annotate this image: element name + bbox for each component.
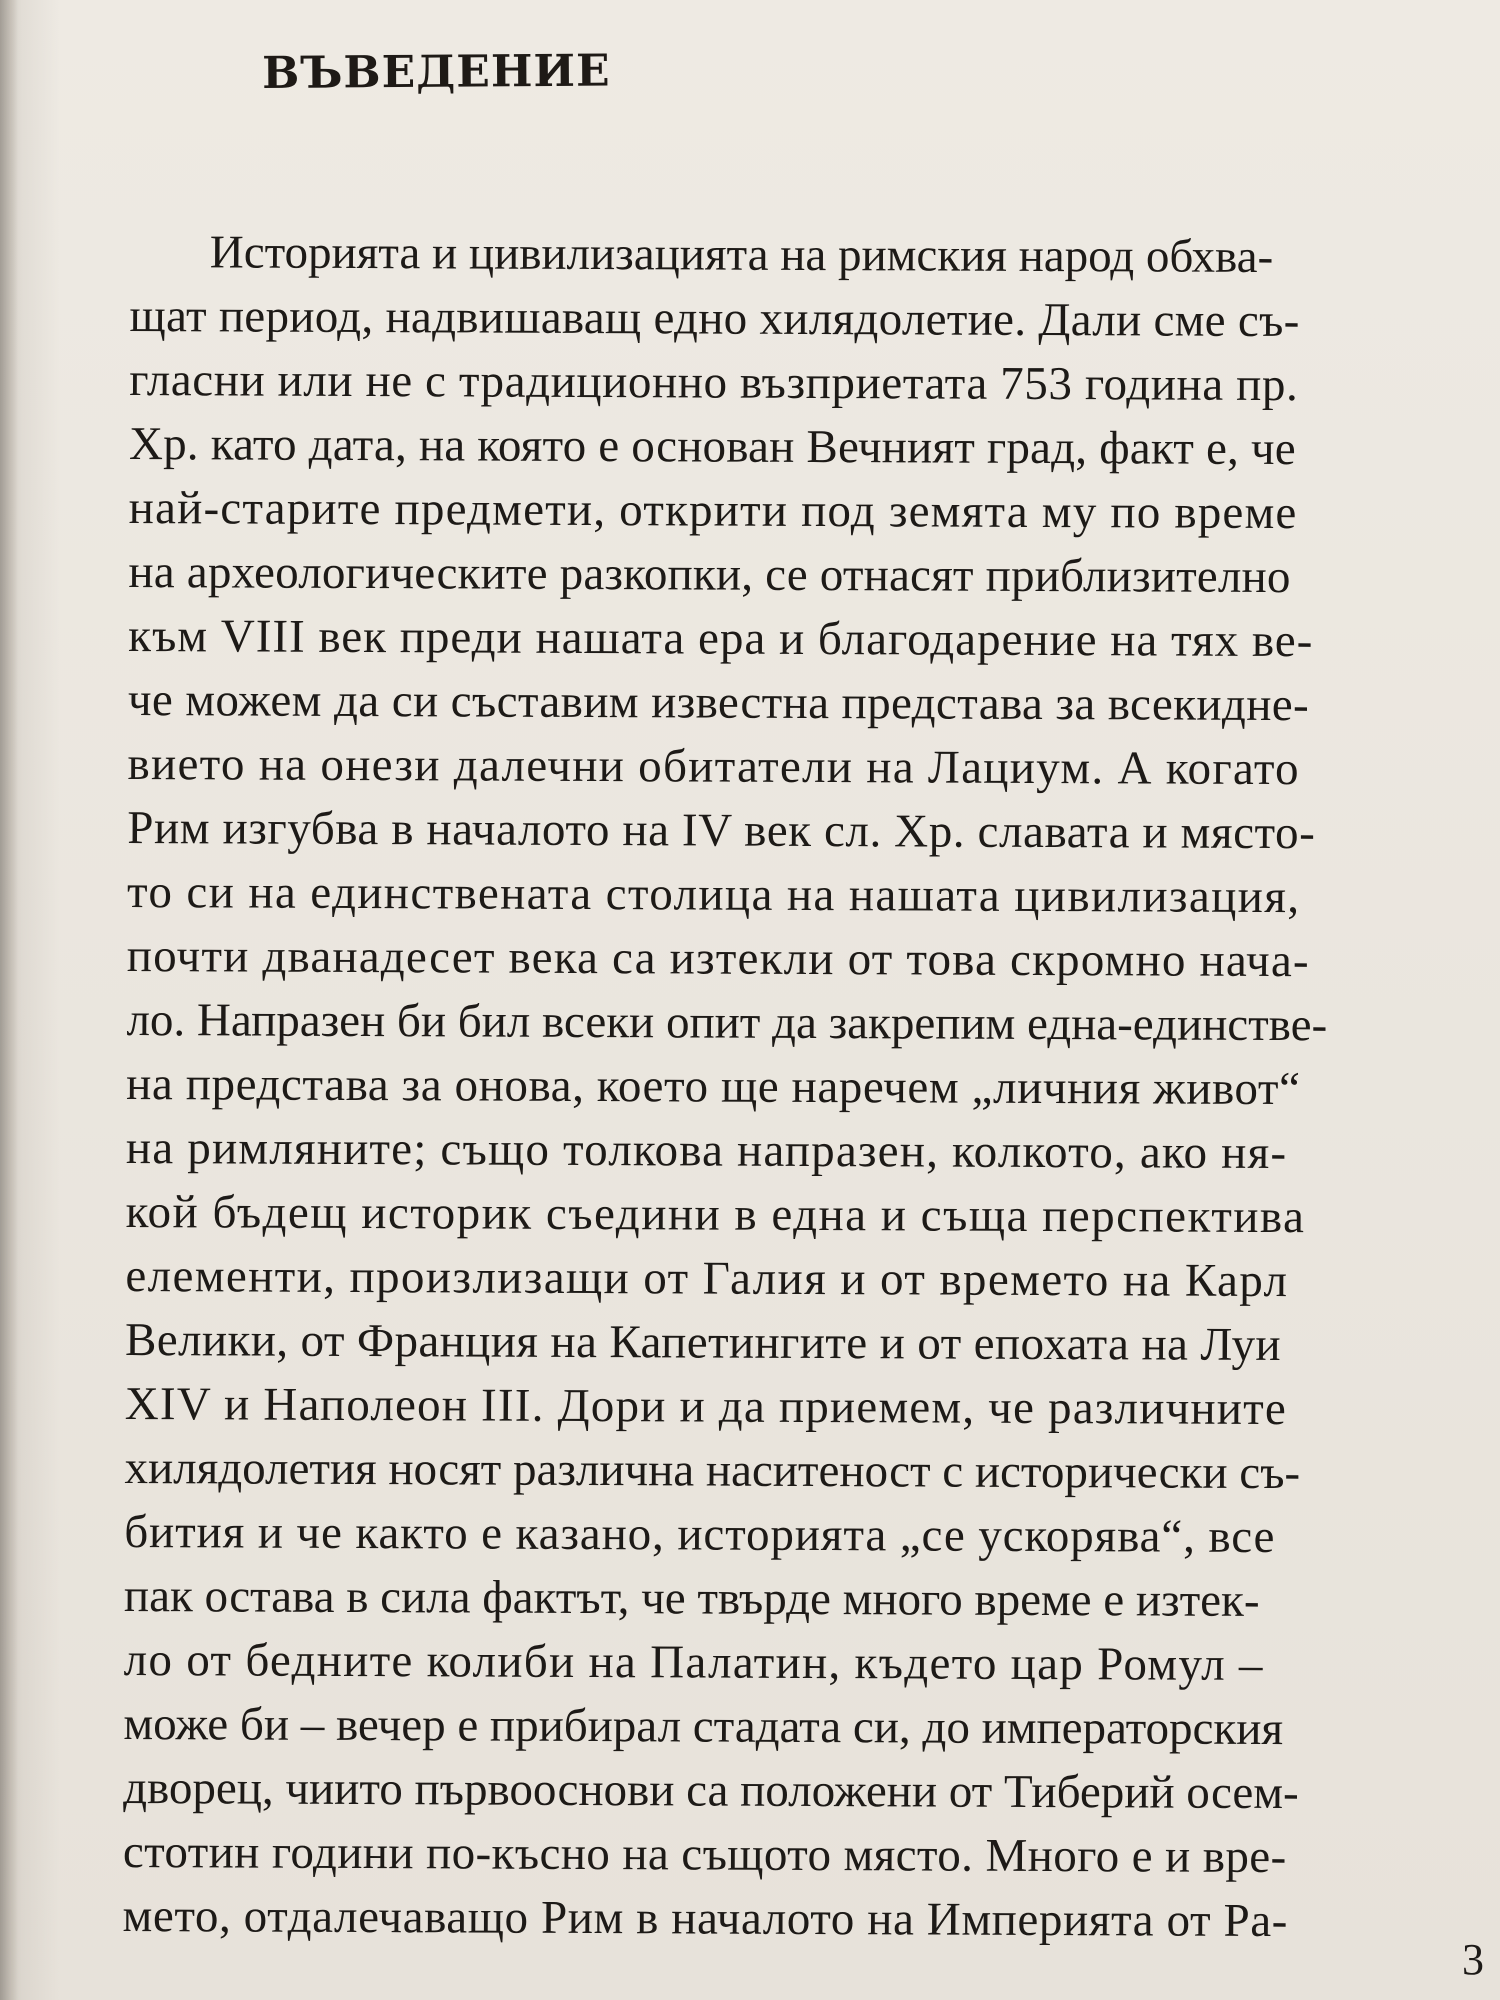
text-line: ло. Напразен би бил всеки опит да закрепим една-единстве- [126,993,1328,1052]
text-line: Хр. като дата, на която е основан Вечният град, факт е, че [128,417,1296,476]
text-line: мето, отдалечаващо Рим в началото на Империята от Ра- [122,1889,1289,1948]
text-line: Рим изгубва в началото на IV век сл. Хр. славата и място- [127,801,1316,860]
text-line: кой бъдещ историк съедини в една и съща перспектива [125,1185,1306,1244]
text-line: XIV и Наполеон III. Дори и да приемем, че различните [124,1377,1288,1436]
text-line: хилядолетия носят различна наситеност с исторически съ- [124,1441,1301,1500]
text-line: бития и че както е казано, историята „се ускорява“, все [124,1505,1276,1564]
text-line: на археологическите разкопки, се отнасят приблизително [128,545,1291,604]
text-line: почти дванадесет века са изтекли от това скромно нача- [126,929,1310,988]
text-line: щат период, надвишаващ едно хилядолетие. Дали сме съ- [129,289,1300,348]
text-line: Велики, от Франция на Капетингите и от епохата на Луи [124,1313,1282,1372]
text-line: че можем да си съставим известна представа за всекидне- [127,673,1310,732]
text-line: стотин години по-късно на същото място. Много е и вре- [122,1825,1287,1884]
text-line: то си на единствената столица на нашата цивилизация, [126,865,1301,924]
text-line: може би – вечер е прибирал стадата си, до императорския [123,1697,1284,1756]
text-line: дворец, чиито първооснови са положени от Тиберий осем- [123,1761,1299,1820]
text-line: Историята и цивилизацията на римския народ обхва- [209,226,1274,283]
text-line: елементи, произлизащи от Галия и от времето на Карл [125,1249,1289,1308]
text-line: най-старите предмети, открити под земята му по време [128,481,1298,540]
text-line: към VIII век преди нашата ера и благодарение на тях ве- [128,609,1314,668]
page-number: 3 [1462,1935,1484,1984]
text-line: на римляните; също толкова напразен, колкото, ако ня- [125,1121,1288,1180]
text-line: вието на онези далечни обитатели на Лациум. А когато [127,737,1301,796]
body-text [122,220,1430,1954]
text-line: гласни или не с традиционно възприетата 753 година пр. [129,353,1299,412]
text-line: ло от бедните колиби на Палатин, където цар Ромул – [123,1633,1264,1691]
chapter-heading: ВЪВЕДЕНИЕ [262,45,611,99]
text-line: на представа за онова, което ще наречем „личния живот“ [126,1057,1301,1116]
text-line: пак остава в сила фактът, че твърде много време е изтек- [123,1569,1260,1627]
